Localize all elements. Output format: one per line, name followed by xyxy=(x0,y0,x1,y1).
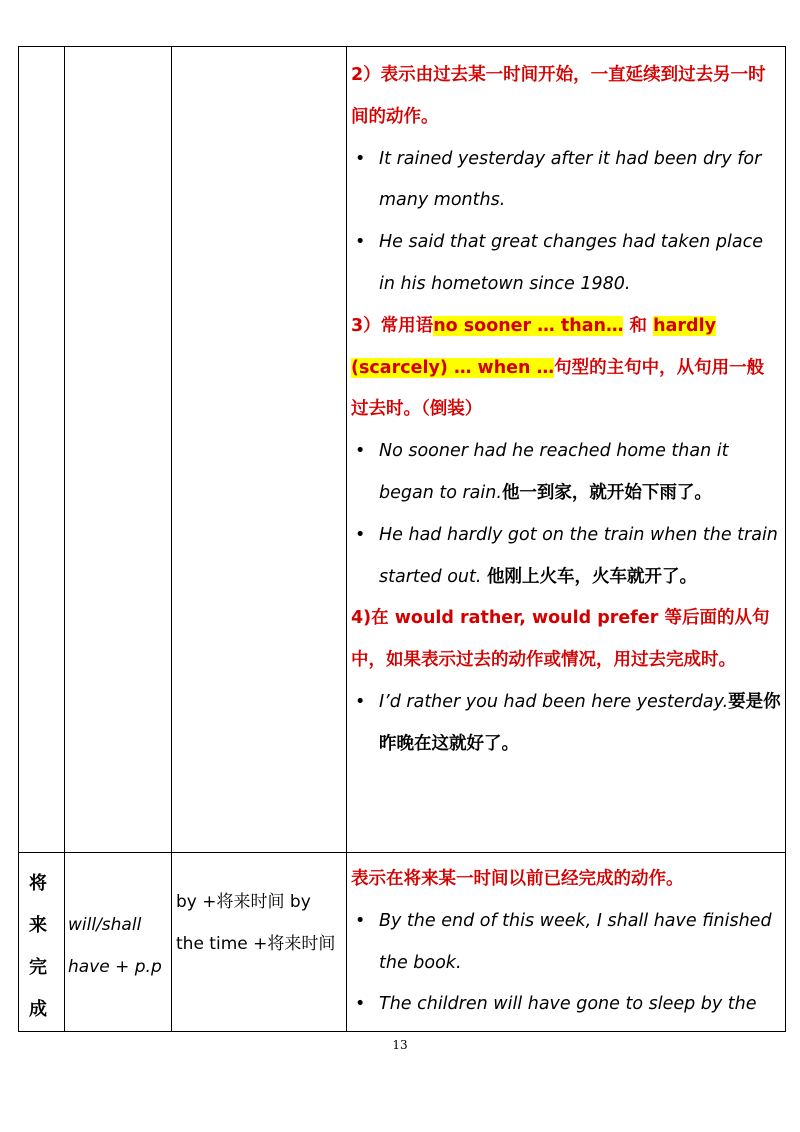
table-row xyxy=(19,47,786,853)
time-markers-cell xyxy=(172,47,347,853)
example-list xyxy=(351,139,781,306)
heading-text: 句型的主句中，从句用一般过去时。（倒装） xyxy=(351,357,765,420)
example-item: • The children will have gone to sleep by the xyxy=(351,984,781,1026)
heading-text: 3）常用语 xyxy=(351,315,434,336)
highlighted-phrase: no sooner … than… xyxy=(433,315,624,336)
example-english: I’d rather you had been here yesterday. xyxy=(379,691,729,712)
usage-heading: 4)在 would rather, would prefer 等后面的从句中，如果表示过去的动作或情况，用过去完成时。 xyxy=(351,608,770,671)
heading-text: 和 xyxy=(623,315,654,336)
page-number: 13 xyxy=(392,1038,408,1052)
tense-form: will/shall have + p.p xyxy=(68,915,162,977)
example-item xyxy=(351,682,781,766)
example-item: • He said that great changes had taken place in his hometown since 1980. xyxy=(351,222,781,306)
tense-name-cell xyxy=(19,47,65,853)
usage-cell xyxy=(347,47,786,853)
tense-name-cell xyxy=(19,853,65,1032)
example-item xyxy=(351,431,781,515)
example-chinese: 他刚上火车，火车就开了。 xyxy=(486,566,697,587)
table-row xyxy=(19,853,786,1032)
grammar-table xyxy=(18,46,786,1032)
example-list xyxy=(351,901,781,1026)
usage-heading xyxy=(351,306,781,431)
example-item: • It rained yesterday after it had been dry for many months. xyxy=(351,139,781,223)
tense-name: 将来完成 xyxy=(29,873,47,1020)
time-markers: by +将来时间 by the time +将来时间 xyxy=(176,892,336,954)
usage-heading: 2）表示由过去某一时间开始，一直延续到过去另一时间的动作。 xyxy=(351,65,766,127)
example-item: • By the end of this week, I shall have finished the book. xyxy=(351,901,781,985)
usage-heading: 表示在将来某一时间以前已经完成的动作。 xyxy=(351,869,684,889)
example-item xyxy=(351,515,781,599)
form-cell xyxy=(65,47,172,853)
example-list xyxy=(351,682,781,766)
example-list xyxy=(351,431,781,598)
example-english: No sooner had he reached home than it began to rain. xyxy=(379,441,729,503)
time-markers-cell xyxy=(172,853,347,1032)
example-chinese: 他一到家，就开始下雨了。 xyxy=(501,482,712,503)
form-cell xyxy=(65,853,172,1032)
example-chinese: 要是你昨晚在这就好了。 xyxy=(379,691,781,754)
example-english: He had hardly got on the train when the train started out. xyxy=(379,524,778,587)
usage-cell xyxy=(347,853,786,1032)
highlighted-phrase: hardly (scarcely) … when … xyxy=(351,315,716,378)
